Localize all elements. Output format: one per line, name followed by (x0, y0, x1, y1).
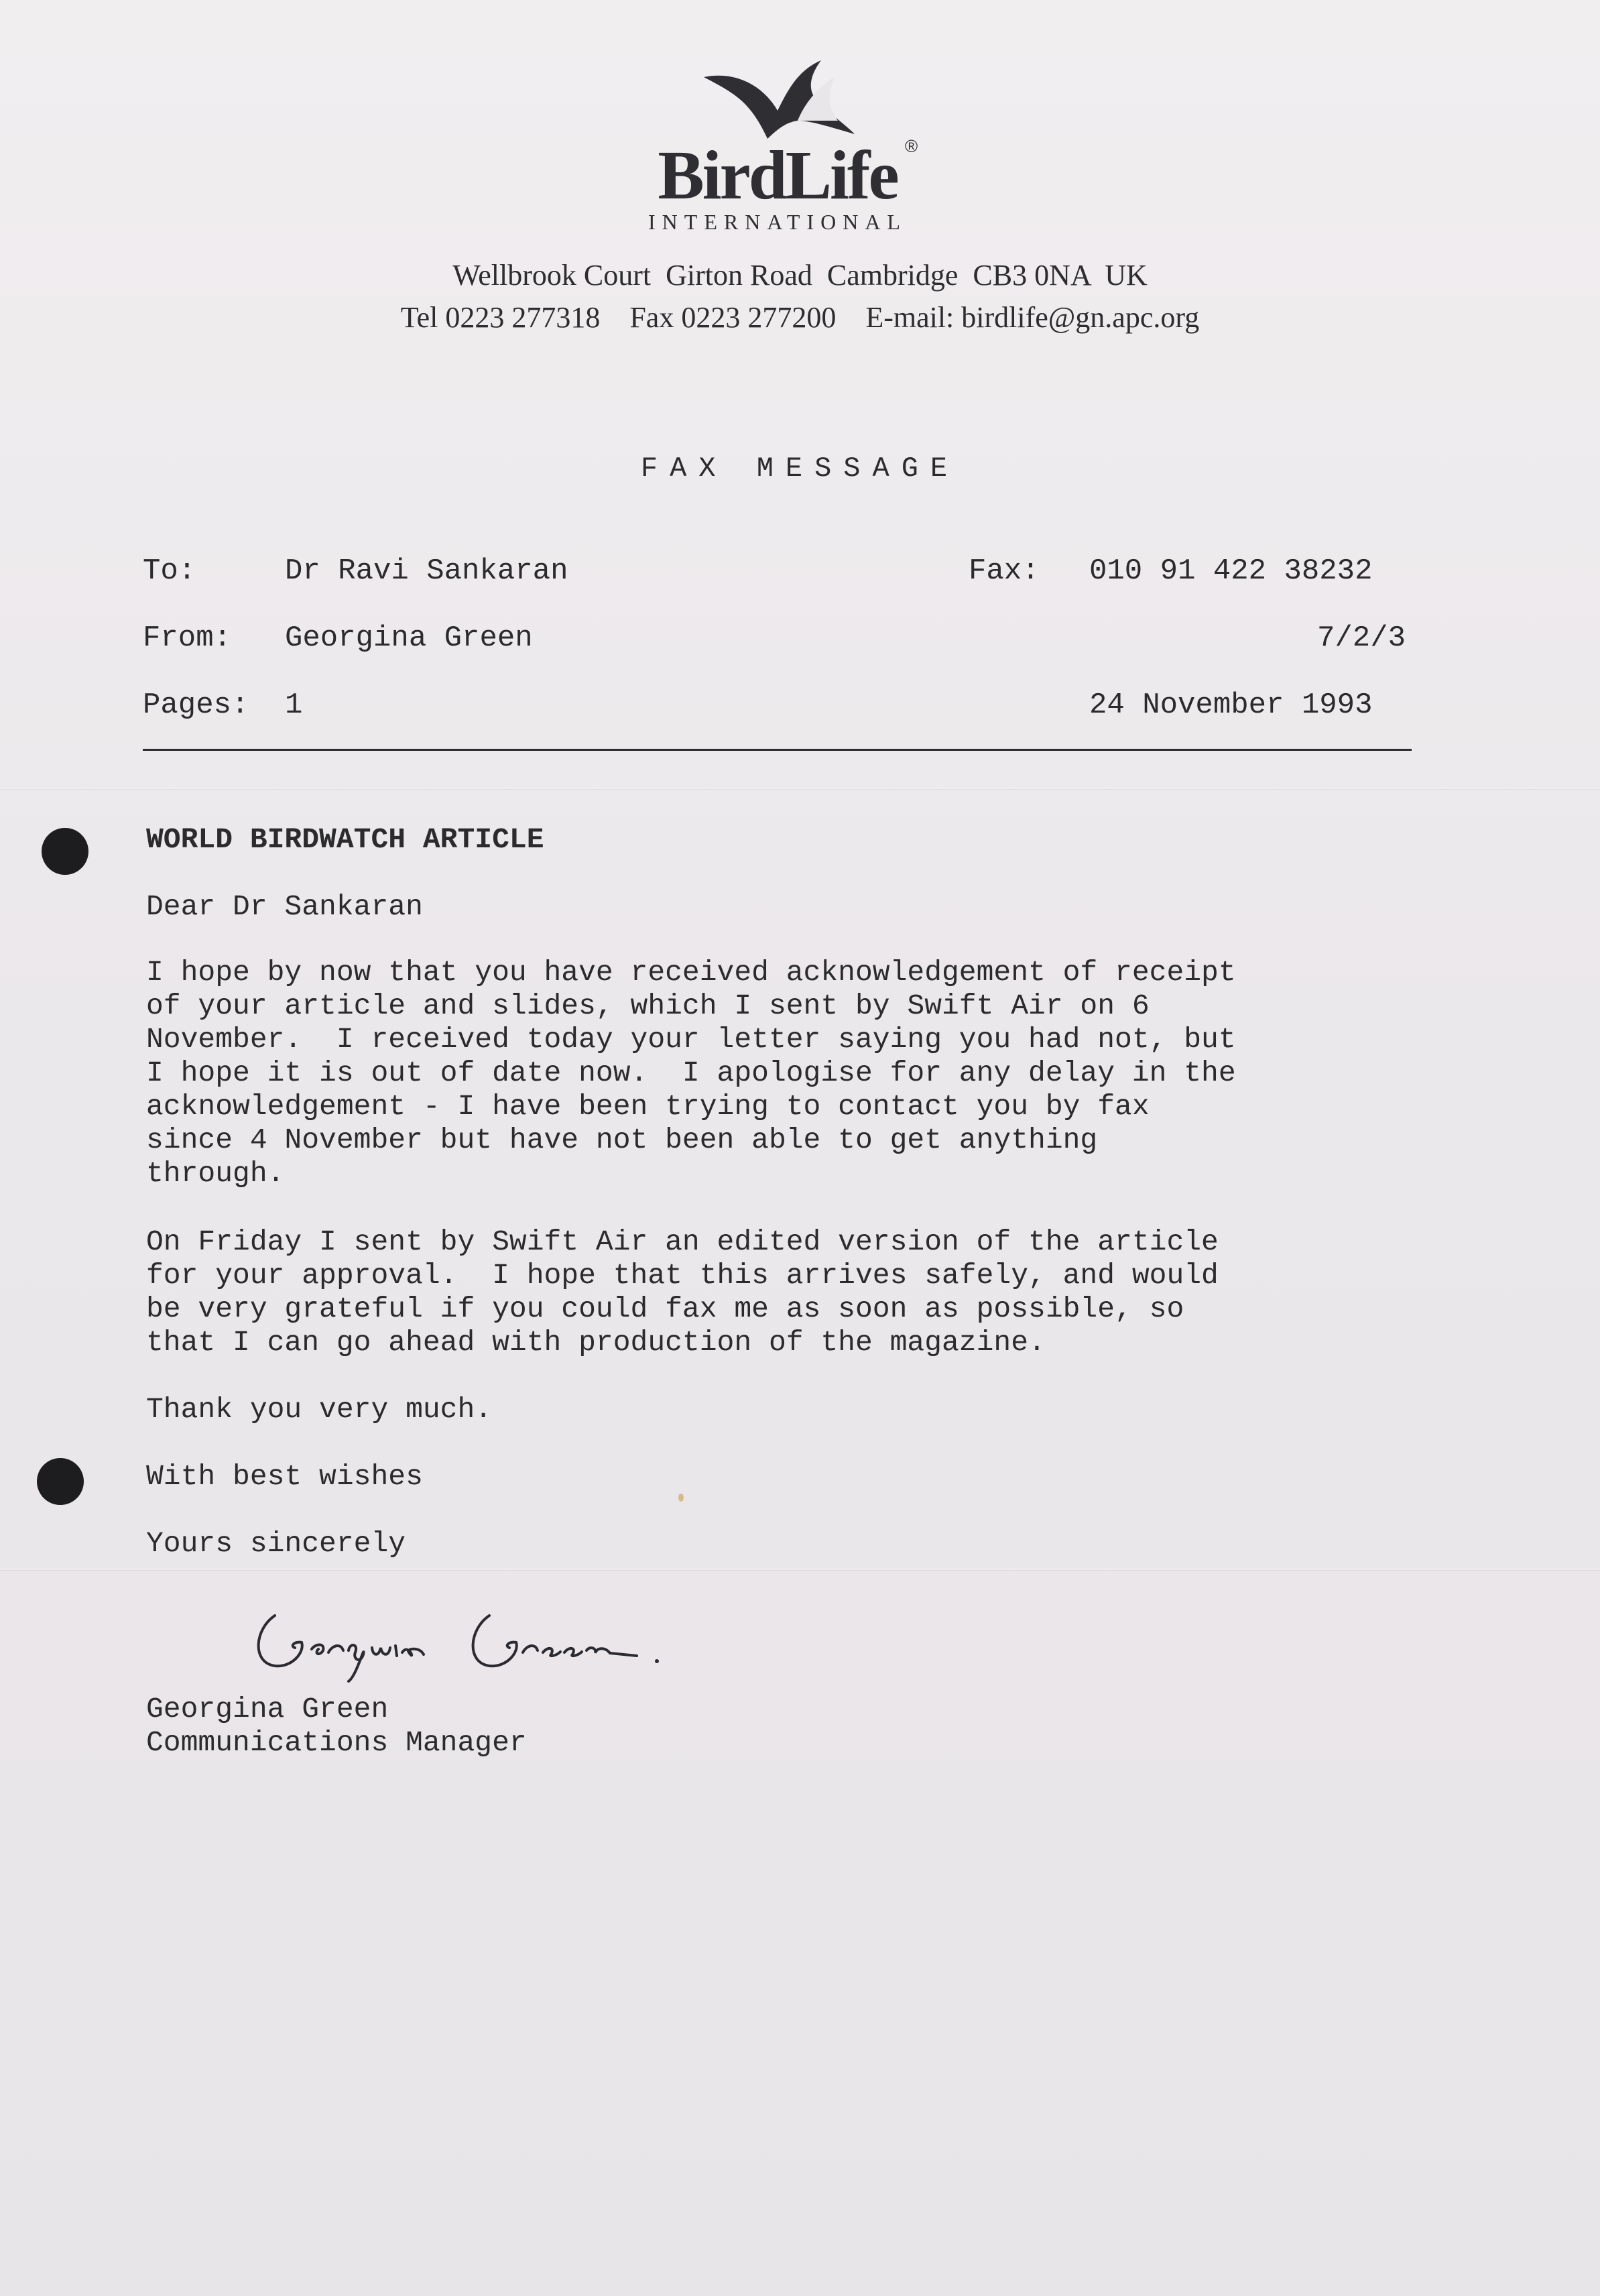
signer-title: Communications Manager (146, 1726, 527, 1759)
date: 24 November 1993 (1089, 688, 1373, 722)
header-divider (143, 749, 1412, 751)
bird-logo-icon (697, 57, 858, 141)
address-line: Wellbrook Court Girton Road Cambridge CB3 0NA UK (452, 259, 1148, 292)
fax-label: Fax: (969, 554, 1040, 588)
birdlife-logo (623, 57, 932, 238)
pages-value: 1 (285, 688, 303, 722)
signer-name: Georgina Green (146, 1693, 389, 1726)
paper-fold-line (0, 1569, 1600, 1571)
reference-number: 7/2/3 (1317, 621, 1406, 655)
paper-speck (678, 1494, 684, 1502)
logo-subtitle: INTERNATIONAL (648, 210, 907, 234)
thanks-line: Thank you very much. (146, 1393, 493, 1426)
from-value: Georgina Green (285, 621, 533, 655)
to-label: To: (143, 554, 196, 588)
subject-line: WORLD BIRDWATCH ARTICLE (146, 823, 544, 856)
registered-mark: ® (905, 136, 918, 156)
closing-line: Yours sincerely (146, 1527, 406, 1560)
from-label: From: (143, 621, 232, 655)
salutation: Dear Dr Sankaran (146, 890, 423, 923)
closing-line: With best wishes (146, 1460, 423, 1493)
paragraph: On Friday I sent by Swift Air an edited version of the article for your approval. I hope that this arrives safely, and would be very grateful if you could fax me as soon as possible, so that I can go ahead with production of the magazine. (146, 1225, 1219, 1359)
handwritten-signature (248, 1589, 717, 1689)
fax-number: 010 91 422 38232 (1089, 554, 1373, 588)
paragraph: I hope by now that you have received acknowledgement of receipt of your article and slides, which I sent by Swift Air on 6 November. I received today your letter saying you had not, but I hope it is out of date now. I apologise for any delay in the acknowledgement - I have been trying to contact you by fax since 4 November but have not been able to get anything through. (146, 956, 1236, 1190)
logo-wordmark: BirdLife (658, 137, 898, 214)
to-value: Dr Ravi Sankaran (285, 554, 568, 588)
contact-line: Tel 0223 277318 Fax 0223 277200 E-mail: birdlife@gn.apc.org (400, 301, 1200, 334)
punch-hole (42, 828, 88, 875)
paper-fold-line (0, 788, 1600, 790)
pages-label: Pages: (143, 688, 249, 722)
punch-hole (37, 1458, 84, 1505)
document-title: FAX MESSAGE (640, 452, 960, 485)
